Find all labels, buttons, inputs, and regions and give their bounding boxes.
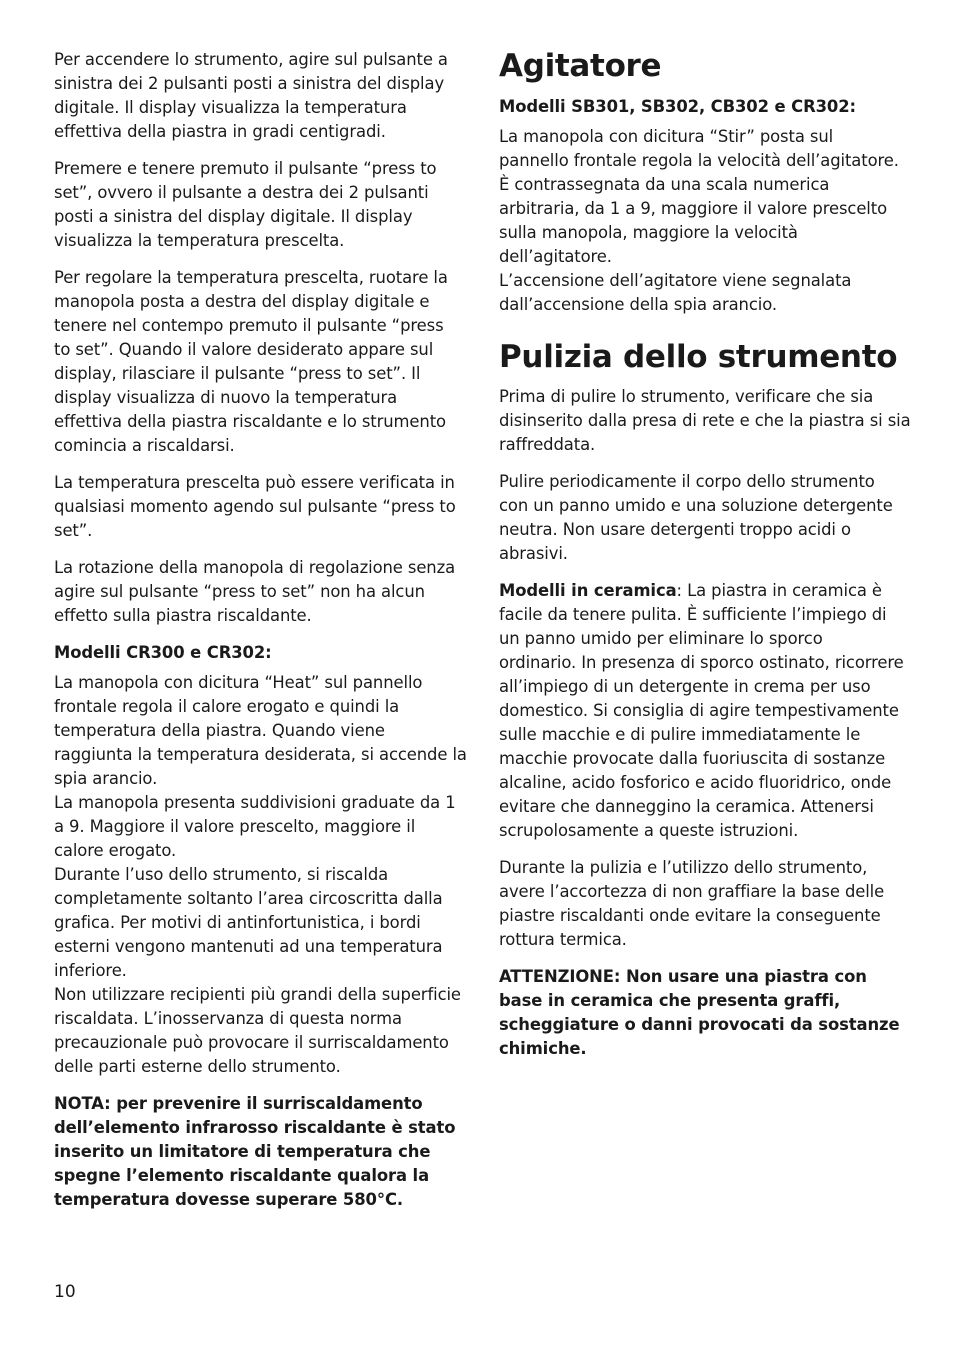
text-line: ordinario. In presenza di sporco ostinato, ricorrere (499, 653, 904, 672)
text-line: scrupolosamente a queste istruzioni. (499, 821, 799, 840)
text-line: base in ceramica che presenta graffi, (499, 991, 841, 1010)
ceramic-label: Modelli in ceramica (499, 581, 677, 600)
paragraph-periodic-cleaning (499, 470, 917, 566)
text-line: temperatura dovesse superare 580°C. (54, 1190, 403, 1209)
attention-note (499, 965, 917, 1061)
text-line: arbitraria, da 1 a 9, maggiore il valore prescelto (499, 199, 888, 218)
page-number: 10 (54, 1282, 76, 1302)
paragraph-power-on (54, 48, 472, 144)
text-line: display visualizza di nuovo la temperatura (54, 388, 398, 407)
text-line: delle parti esterne dello strumento. (54, 1057, 341, 1076)
text-line: piastre riscaldanti onde evitare la conseguente (499, 906, 881, 925)
text-line: calore erogato. (54, 841, 177, 860)
text-line: to set”. Quando il valore desiderato appare sul (54, 340, 434, 359)
paragraph-stir-knob (499, 125, 917, 317)
text-line: effettiva della piastra in gradi centigradi. (54, 122, 386, 141)
text-line: pannello frontale regola la velocità dell’agitatore. (499, 151, 899, 170)
left-column (54, 48, 472, 1225)
text-line: inferiore. (54, 961, 127, 980)
text-line: display, rilasciare il pulsante “press to set”. Il (54, 364, 421, 383)
right-column (499, 48, 917, 1074)
subheading-stirrer-models: Modelli SB301, SB302, CB302 e CR302: (499, 97, 856, 116)
text-line: La temperatura prescelta può essere verificata in (54, 473, 455, 492)
text-line: Durante la pulizia e l’utilizzo dello strumento, (499, 858, 868, 877)
heading-pulizia: Pulizia dello strumento (499, 339, 898, 375)
note-overheat (54, 1092, 472, 1212)
text-line: con un panno umido e una soluzione detergente (499, 496, 893, 515)
text-line: qualsiasi momento agendo sul pulsante “press to (54, 497, 456, 516)
text-line: Per regolare la temperatura prescelta, ruotare la (54, 268, 448, 287)
text-line: La manopola presenta suddivisioni graduate da 1 (54, 793, 456, 812)
text-line: disinserito dalla presa di rete e che la piastra si sia (499, 411, 911, 430)
text-line: Premere e tenere premuto il pulsante “press to (54, 159, 437, 178)
text-line: Non utilizzare recipienti più grandi della superficie (54, 985, 461, 1004)
text-line: neutra. Non usare detergenti troppo acidi o (499, 520, 851, 539)
paragraph-press-to-set (54, 157, 472, 253)
text-line: facile da tenere pulita. È sufficiente l’impiego di (499, 605, 887, 624)
text-line: un panno umido per eliminare lo sporco (499, 629, 823, 648)
ceramic-first-line (499, 579, 917, 603)
text-line: esterni vengono mantenuti ad una temperatura (54, 937, 443, 956)
text-line: riscaldata. L’inosservanza di questa norma (54, 1009, 402, 1028)
text-line: tenere nel contempo premuto il pulsante “press (54, 316, 444, 335)
text-line: abrasivi. (499, 544, 568, 563)
text-line: dall’accensione della spia arancio. (499, 295, 777, 314)
text-line: alcaline, acido fosforico e acido fluoridrico, onde (499, 773, 892, 792)
text-line: evitare che danneggino la ceramica. Attenersi (499, 797, 874, 816)
text-line: Durante l’uso dello strumento, si riscalda (54, 865, 389, 884)
text-line: sinistra dei 2 pulsanti posti a sinistra del display (54, 74, 445, 93)
text-line: macchie provocate dalla fuoriuscita di sostanze (499, 749, 886, 768)
text-line: rottura termica. (499, 930, 627, 949)
paragraph-verify-temperature (54, 471, 472, 543)
text-line: comincia a riscaldarsi. (54, 436, 235, 455)
ceramic-lines (499, 603, 917, 843)
text-line: grafica. Per motivi di antinfortunistica, i bordi (54, 913, 421, 932)
text-line: spegne l’elemento riscaldante qualora la (54, 1166, 430, 1185)
text-line: chimiche. (499, 1039, 587, 1058)
text-line: È contrassegnata da una scala numerica (499, 175, 830, 194)
text-line: La manopola con dicitura “Heat” sul pannello (54, 673, 423, 692)
paragraph-scratch-warning (499, 856, 917, 952)
text-line: inserito un limitatore di temperatura che (54, 1142, 431, 1161)
text-line: avere l’accortezza di non graffiare la base delle (499, 882, 885, 901)
paragraph-adjust-temperature (54, 266, 472, 458)
text-line: raggiunta la temperatura desiderata, si accende la (54, 745, 467, 764)
text-line: visualizza la temperatura prescelta. (54, 231, 345, 250)
text-line: frontale regola il calore erogato e quindi la (54, 697, 400, 716)
text-line: set”. (54, 521, 93, 540)
text-line: precauzionale può provocare il surriscaldamento (54, 1033, 449, 1052)
text-line: dell’elemento infrarosso riscaldante è stato (54, 1118, 456, 1137)
text-line: temperatura della piastra. Quando viene (54, 721, 385, 740)
text-line: spia arancio. (54, 769, 158, 788)
text-line: effetto sulla piastra riscaldante. (54, 606, 312, 625)
text-line: domestico. Si consiglia di agire tempestivamente (499, 701, 899, 720)
text-line: all’impiego di un detergente in crema per uso (499, 677, 871, 696)
text-line: dell’agitatore. (499, 247, 612, 266)
text-line: La rotazione della manopola di regolazione senza (54, 558, 456, 577)
text-line: Pulire periodicamente il corpo dello strumento (499, 472, 875, 491)
text-line: effettiva della piastra riscaldante e lo strumento (54, 412, 446, 431)
text-line: posti a sinistra del display digitale. Il display (54, 207, 413, 226)
text-line: a 9. Maggiore il valore prescelto, maggiore il (54, 817, 416, 836)
text-line: manopola posta a destra del display digitale e (54, 292, 430, 311)
paragraph-before-cleaning (499, 385, 917, 457)
text-line: scheggiature o danni provocati da sostanze (499, 1015, 900, 1034)
paragraph-ceramic-models (499, 579, 917, 843)
text-line: sulla manopola, maggiore la velocità (499, 223, 798, 242)
text-line: NOTA: per prevenire il surriscaldamento (54, 1094, 423, 1113)
heading-agitatore: Agitatore (499, 48, 662, 84)
text-line: digitale. Il display visualizza la temperatura (54, 98, 407, 117)
text-line: raffreddata. (499, 435, 596, 454)
text-line: set”, ovvero il pulsante a destra dei 2 pulsanti (54, 183, 429, 202)
text-line: L’accensione dell’agitatore viene segnalata (499, 271, 852, 290)
text-line: sulle macchie e di pulire immediatamente le (499, 725, 861, 744)
text-line: Prima di pulire lo strumento, verificare che sia (499, 387, 874, 406)
text-line: agire sul pulsante “press to set” non ha alcun (54, 582, 425, 601)
paragraph-knob-rotation (54, 556, 472, 628)
paragraph-heat-knob (54, 671, 472, 1079)
text-line: ATTENZIONE: Non usare una piastra con (499, 967, 867, 986)
subheading-cr-models: Modelli CR300 e CR302: (54, 643, 272, 662)
text-line: Per accendere lo strumento, agire sul pulsante a (54, 50, 448, 69)
ceramic-first-line-rest: : La piastra in ceramica è (676, 581, 882, 600)
text-line: La manopola con dicitura “Stir” posta sul (499, 127, 834, 146)
text-line: completamente soltanto l’area circoscritta dalla (54, 889, 443, 908)
